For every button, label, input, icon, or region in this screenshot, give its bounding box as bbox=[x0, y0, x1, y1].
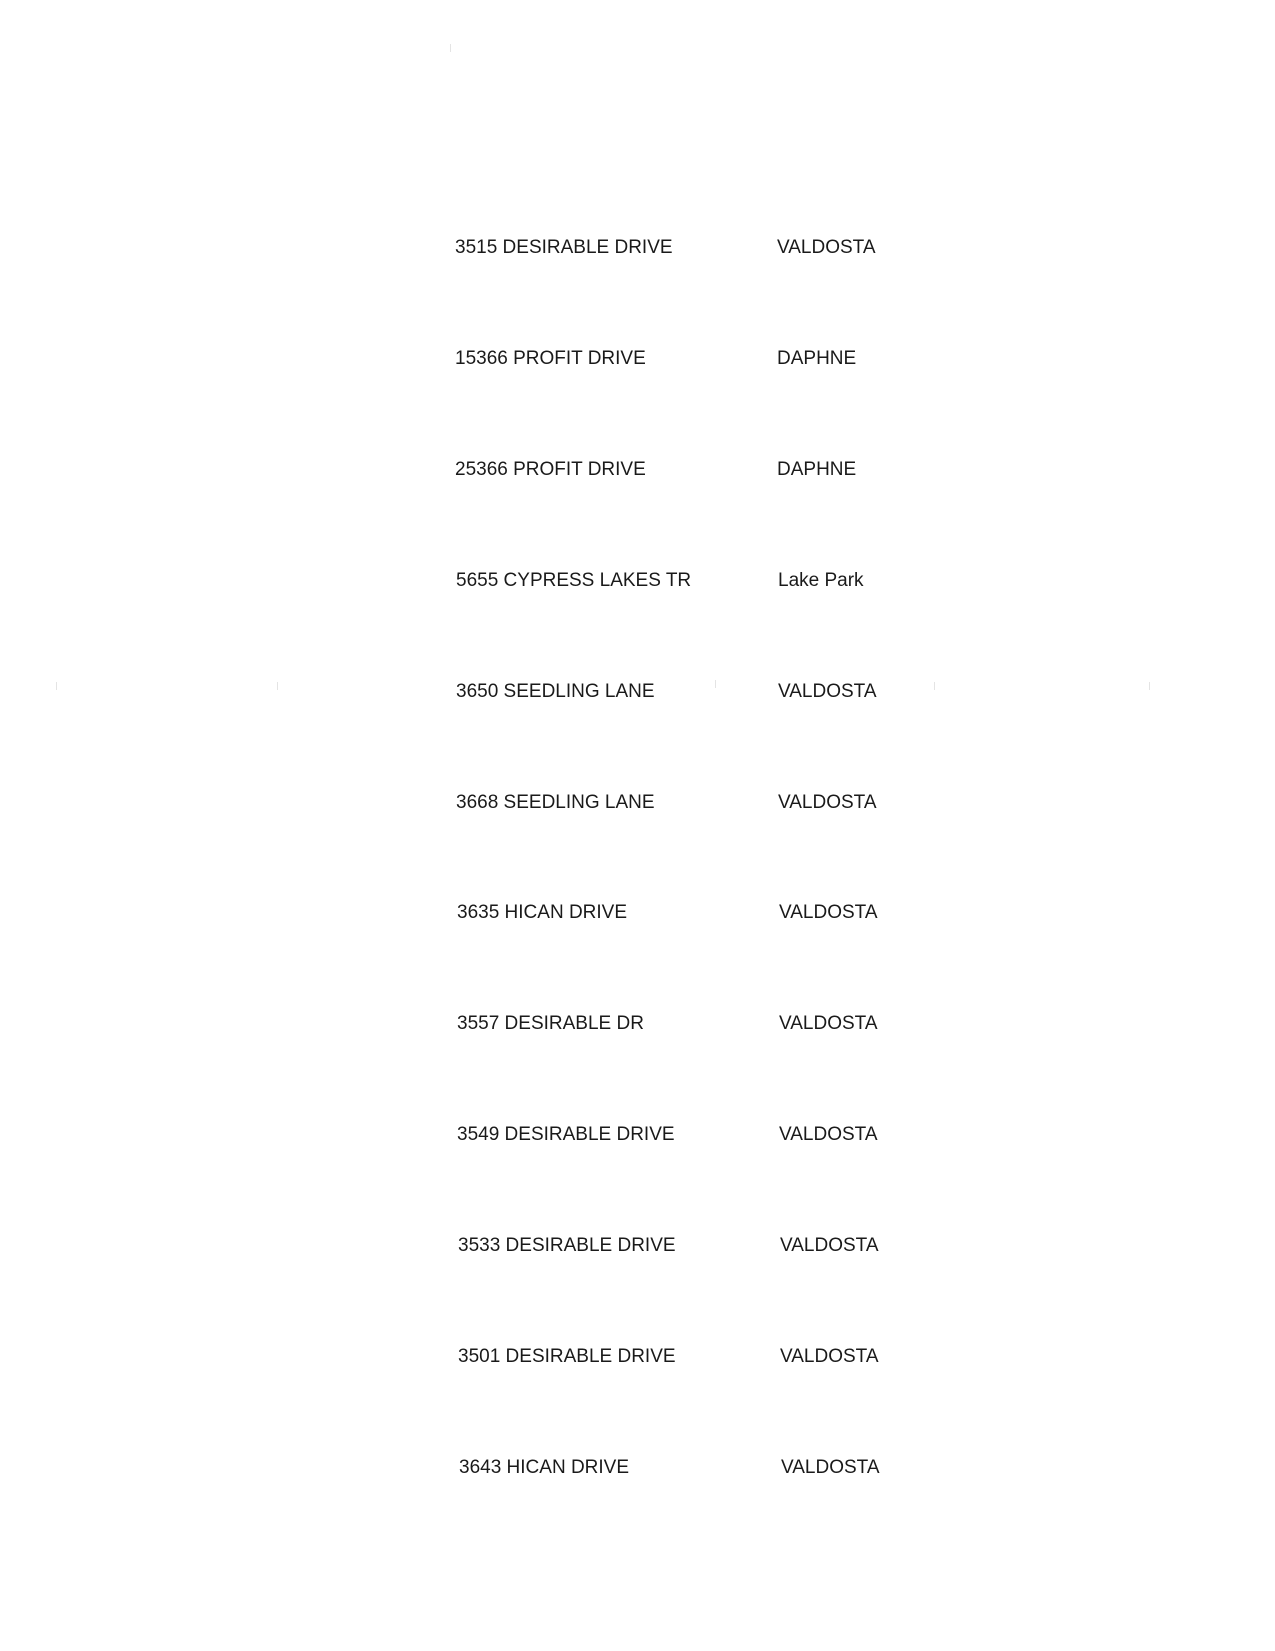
street-address: 3668 SEEDLING LANE bbox=[456, 792, 655, 813]
city-name: VALDOSTA bbox=[778, 792, 877, 813]
street-address: 3533 DESIRABLE DRIVE bbox=[458, 1235, 676, 1256]
city-name: VALDOSTA bbox=[779, 902, 878, 923]
city-name: VALDOSTA bbox=[778, 681, 877, 702]
street-address: 25366 PROFIT DRIVE bbox=[455, 459, 646, 480]
city-name: DAPHNE bbox=[777, 348, 857, 369]
street-address: 3635 HICAN DRIVE bbox=[457, 902, 628, 923]
street-address: 3515 DESIRABLE DRIVE bbox=[455, 237, 673, 258]
city-name: VALDOSTA bbox=[781, 1457, 880, 1478]
city-name: VALDOSTA bbox=[779, 1013, 878, 1034]
city-name: VALDOSTA bbox=[779, 1124, 878, 1145]
city-name: Lake Park bbox=[778, 570, 864, 591]
street-address: 5655 CYPRESS LAKES TR bbox=[456, 570, 692, 591]
street-address: 15366 PROFIT DRIVE bbox=[455, 348, 646, 369]
city-name: DAPHNE bbox=[777, 459, 857, 480]
street-address: 3549 DESIRABLE DRIVE bbox=[457, 1124, 675, 1145]
city-name: VALDOSTA bbox=[780, 1235, 879, 1256]
street-address: 3650 SEEDLING LANE bbox=[456, 681, 655, 702]
street-address: 3501 DESIRABLE DRIVE bbox=[458, 1346, 676, 1367]
street-address: 3557 DESIRABLE DR bbox=[457, 1013, 644, 1034]
city-name: VALDOSTA bbox=[777, 237, 876, 258]
city-name: VALDOSTA bbox=[780, 1346, 879, 1367]
street-address: 3643 HICAN DRIVE bbox=[459, 1457, 630, 1478]
